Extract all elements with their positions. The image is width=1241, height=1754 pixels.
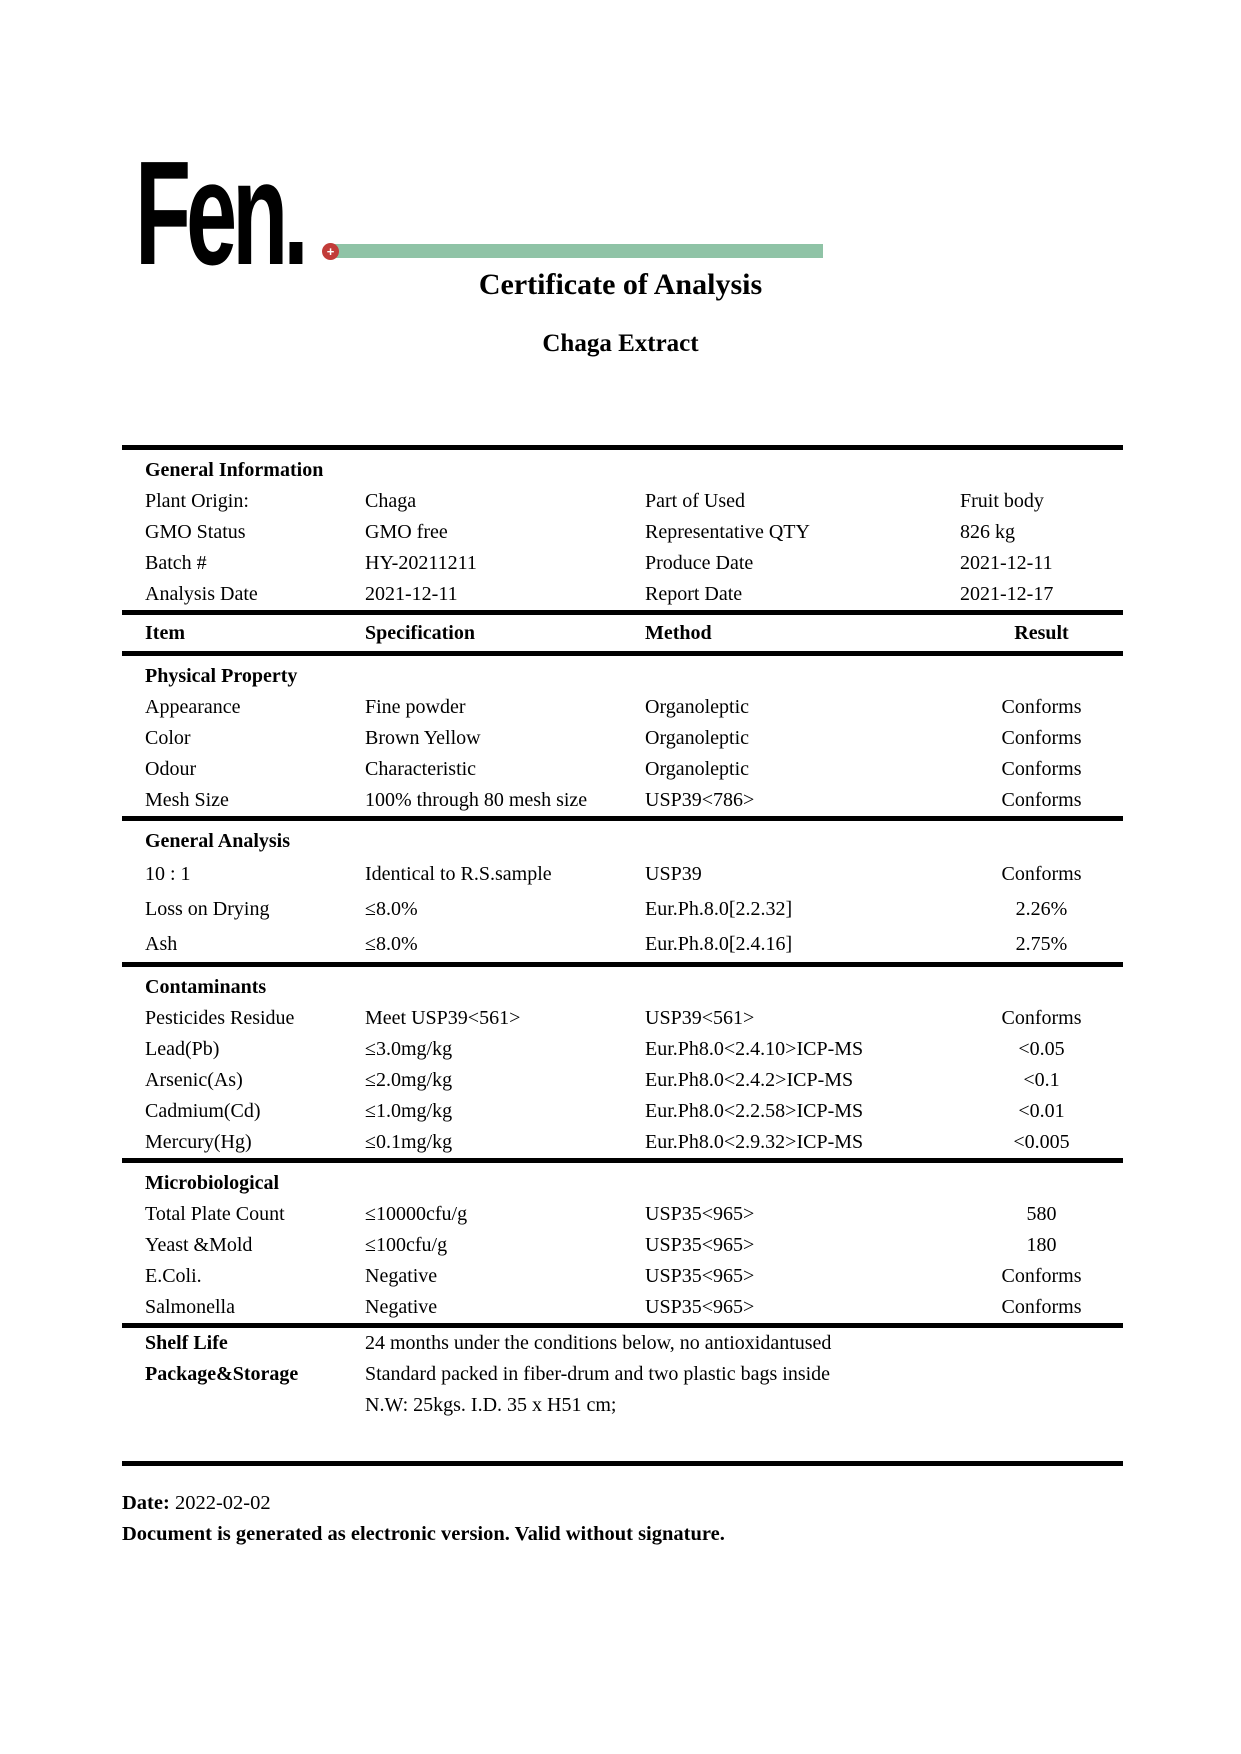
result-row: [122, 785, 1123, 816]
info-value: HY-20211211: [365, 552, 477, 574]
specification-cell: Negative: [365, 1265, 438, 1287]
specification-cell: ≤100cfu/g: [365, 1234, 448, 1256]
specification-cell: Fine powder: [365, 696, 466, 718]
storage-value: N.W: 25kgs. I.D. 35 x H51 cm;: [365, 1394, 617, 1416]
item-cell: Cadmium(Cd): [145, 1100, 261, 1122]
info-row: [122, 579, 1123, 610]
item-cell: Total Plate Count: [145, 1203, 285, 1225]
general-information-heading: General Information: [145, 459, 324, 481]
result-row: [122, 1230, 1123, 1261]
item-cell: 10 : 1: [145, 863, 191, 885]
item-cell: Appearance: [145, 696, 241, 718]
storage-row: [122, 1328, 1123, 1359]
info-value: 2021-12-11: [960, 552, 1053, 574]
info-label: GMO Status: [145, 521, 246, 543]
result-row: [122, 1261, 1123, 1292]
storage-row: [122, 1359, 1123, 1390]
result-cell: Conforms: [1001, 727, 1082, 749]
result-row: [122, 1199, 1123, 1230]
item-cell: Pesticides Residue: [145, 1007, 295, 1029]
result-cell: Conforms: [1001, 696, 1082, 718]
specification-cell: ≤8.0%: [365, 933, 418, 955]
logo-text: Fen.: [135, 131, 304, 296]
logo-plus-icon: +: [322, 243, 339, 260]
result-cell: <0.05: [1018, 1038, 1065, 1060]
specification-cell: ≤8.0%: [365, 898, 418, 920]
specification-cell: ≤3.0mg/kg: [365, 1038, 453, 1060]
specification-cell: Characteristic: [365, 758, 477, 780]
info-value: 826 kg: [960, 521, 1015, 543]
result-cell: Conforms: [1001, 863, 1082, 885]
footer-date-line: [122, 1488, 725, 1519]
item-cell: Ash: [145, 933, 178, 955]
item-cell: Yeast &Mold: [145, 1234, 253, 1256]
footer-date-label: Date:: [122, 1492, 170, 1514]
results-header-row: [122, 615, 1123, 651]
item-cell: Lead(Pb): [145, 1038, 220, 1060]
section-heading: Microbiological: [145, 1172, 280, 1194]
info-row: [122, 548, 1123, 579]
result-row: [122, 927, 1123, 962]
result-cell: <0.01: [1018, 1100, 1065, 1122]
table-section: [122, 967, 1123, 1158]
result-cell: <0.005: [1013, 1131, 1070, 1153]
logo-bar: [334, 244, 823, 258]
result-cell: 580: [1026, 1203, 1057, 1225]
info-row: [122, 486, 1123, 517]
result-row: [122, 892, 1123, 927]
results-table-body: [122, 656, 1123, 1328]
specification-cell: ≤2.0mg/kg: [365, 1069, 453, 1091]
info-value: 2021-12-17: [960, 583, 1054, 605]
item-cell: Arsenic(As): [145, 1069, 243, 1091]
item-cell: Odour: [145, 758, 197, 780]
info-label: Analysis Date: [145, 583, 258, 605]
section-heading: Physical Property: [145, 665, 298, 687]
table-section: [122, 1163, 1123, 1323]
info-value: Fruit body: [960, 490, 1044, 512]
method-cell: Eur.Ph.8.0[2.4.16]: [645, 933, 793, 955]
storage-spacer: [122, 1421, 1123, 1461]
table-section: [122, 656, 1123, 816]
table-bottom-rule: [122, 1461, 1123, 1466]
result-cell: Conforms: [1001, 1007, 1082, 1029]
result-row: [122, 857, 1123, 892]
specification-cell: ≤1.0mg/kg: [365, 1100, 453, 1122]
method-cell: USP35<965>: [645, 1296, 755, 1318]
result-cell: Conforms: [1001, 1265, 1082, 1287]
storage-row: [122, 1390, 1123, 1421]
method-cell: Organoleptic: [645, 696, 750, 718]
storage-value: 24 months under the conditions below, no antioxidantused: [365, 1332, 832, 1354]
specification-cell: 100% through 80 mesh size: [365, 789, 588, 811]
result-row: [122, 1292, 1123, 1323]
storage-rows: [122, 1328, 1123, 1421]
method-cell: USP39<786>: [645, 789, 755, 811]
info-value: GMO free: [365, 521, 448, 543]
result-cell: 2.75%: [1015, 933, 1068, 955]
method-cell: Eur.Ph8.0<2.2.58>ICP-MS: [645, 1100, 864, 1122]
result-cell: Conforms: [1001, 758, 1082, 780]
item-cell: Color: [145, 727, 191, 749]
item-cell: Loss on Drying: [145, 898, 270, 920]
method-cell: Eur.Ph8.0<2.4.10>ICP-MS: [645, 1038, 864, 1060]
result-cell: 2.26%: [1015, 898, 1068, 920]
specification-cell: Meet USP39<561>: [365, 1007, 521, 1029]
specification-cell: ≤0.1mg/kg: [365, 1131, 453, 1153]
storage-value: Standard packed in fiber-drum and two plastic bags inside: [365, 1363, 831, 1385]
info-value: 2021-12-11: [365, 583, 458, 605]
section-heading: Contaminants: [145, 976, 267, 998]
method-cell: Organoleptic: [645, 727, 750, 749]
result-row: [122, 1034, 1123, 1065]
info-label: Part of Used: [645, 490, 745, 512]
result-cell: <0.1: [1023, 1069, 1060, 1091]
page-subtitle: Chaga Extract: [542, 330, 699, 357]
footer-date-value: 2022-02-02: [174, 1492, 271, 1514]
section-heading: General Analysis: [145, 830, 291, 852]
result-row: [122, 1065, 1123, 1096]
item-cell: Salmonella: [145, 1296, 235, 1318]
item-cell: Mesh Size: [145, 789, 229, 811]
method-cell: Organoleptic: [645, 758, 750, 780]
specification-cell: Brown Yellow: [365, 727, 481, 749]
storage-label: Shelf Life: [145, 1332, 228, 1354]
method-cell: USP35<965>: [645, 1265, 755, 1287]
coa-table: [122, 445, 1123, 1466]
method-cell: USP35<965>: [645, 1234, 755, 1256]
method-cell: Eur.Ph8.0<2.4.2>ICP-MS: [645, 1069, 854, 1091]
info-label: Produce Date: [645, 552, 754, 574]
info-label: Plant Origin:: [145, 490, 249, 512]
result-cell: Conforms: [1001, 789, 1082, 811]
method-cell: Eur.Ph.8.0[2.2.32]: [645, 898, 793, 920]
item-cell: E.Coli.: [145, 1265, 202, 1287]
method-cell: USP35<965>: [645, 1203, 755, 1225]
result-cell: Conforms: [1001, 1296, 1082, 1318]
header-item: Item: [145, 621, 185, 644]
header-method: Method: [645, 621, 712, 644]
footer-note: Document is generated as electronic version. Valid without signature.: [122, 1523, 725, 1545]
result-row: [122, 1127, 1123, 1158]
item-cell: Mercury(Hg): [145, 1131, 252, 1153]
general-information-rows: [122, 486, 1123, 610]
page-title: Certificate of Analysis: [478, 268, 763, 301]
info-value: Chaga: [365, 490, 417, 512]
result-cell: 180: [1026, 1234, 1057, 1256]
result-row: [122, 723, 1123, 754]
header-specification: Specification: [365, 621, 475, 644]
result-row: [122, 1003, 1123, 1034]
info-label: Batch #: [145, 552, 207, 574]
result-row: [122, 692, 1123, 723]
storage-label: Package&Storage: [145, 1363, 299, 1385]
info-label: Report Date: [645, 583, 743, 605]
method-cell: Eur.Ph8.0<2.9.32>ICP-MS: [645, 1131, 864, 1153]
result-row: [122, 1096, 1123, 1127]
info-label: Representative QTY: [645, 521, 810, 543]
method-cell: USP39<561>: [645, 1007, 755, 1029]
specification-cell: Identical to R.S.sample: [365, 863, 552, 885]
info-row: [122, 517, 1123, 548]
footer: [122, 1488, 725, 1550]
table-section: [122, 821, 1123, 962]
method-cell: USP39: [645, 863, 702, 885]
result-row: [122, 754, 1123, 785]
header-result: Result: [1014, 621, 1069, 644]
specification-cell: Negative: [365, 1296, 438, 1318]
specification-cell: ≤10000cfu/g: [365, 1203, 468, 1225]
